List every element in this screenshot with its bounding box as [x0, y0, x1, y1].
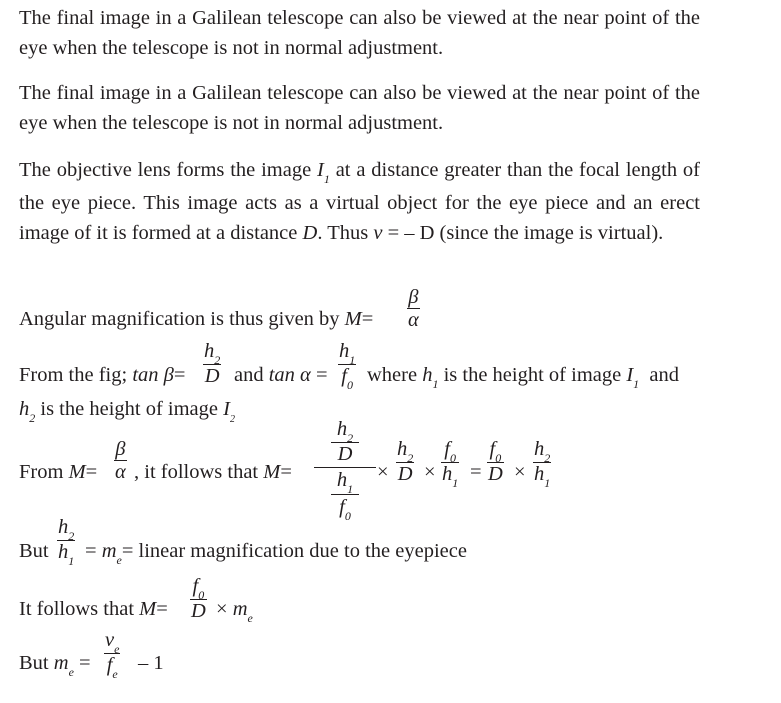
paragraph-3: The objective lens forms the image $I_1$ at a distance greater than the focal length of the eye piece. This image acts as a virtual object for the eye piece and an erect image of it is formed at a distance D. Thus v = – D (since the image is virtual).	[19, 159, 700, 244]
from-M-mid-text: , it follows that M=	[134, 461, 292, 483]
h1-over-f0-fraction: $h_1$ $f_0$	[339, 340, 356, 392]
equals-sign: =	[470, 461, 482, 483]
beta-alpha-fraction-2: β α	[115, 438, 126, 483]
fig-line-lead: From the fig; tan β=	[19, 364, 186, 386]
h2-over-h1-fraction-2: $h_2$ $h_1$	[58, 516, 75, 568]
paragraph-2: The final image in a Galilean telescope can also be viewed at the near point of the eye when the telescope is not in normal adjustment.	[19, 82, 700, 134]
h2-definition-line: $h_2$ is the height of image $I_2$	[19, 398, 235, 425]
h2-over-D-fraction: $h_2$ D	[204, 340, 221, 387]
angular-magnification-text: Angular magnification is thus given by M=	[19, 308, 374, 330]
but-lead: But	[19, 540, 49, 562]
times-1: ×	[377, 461, 389, 483]
f0-over-D-fraction-2: $f_0$ D	[191, 575, 206, 622]
it-follows-lead: It follows that M=	[19, 598, 168, 620]
but-me-lead: But $m_e$ =	[19, 652, 91, 679]
f0-over-h1-fraction: $f_0$ $h_1$	[442, 438, 459, 490]
from-M-lead: From M=	[19, 461, 98, 483]
minus-one: – 1	[138, 652, 164, 674]
beta-over-alpha-fraction: β α	[408, 286, 419, 331]
compound-fraction: $h_2$ D $h_1$ $f_0$	[314, 418, 376, 521]
f0-over-D-fraction: $f_0$ D	[488, 438, 503, 485]
h2-over-h1-fraction: $h_2$ $h_1$	[534, 438, 551, 490]
fig-line-where-text: where $h_1$ is the height of image $I_1$ and	[367, 364, 680, 391]
paragraph-1: The final image in a Galilean telescope can also be viewed at the near point of the eye when the telescope is not in normal adjustment.	[19, 7, 700, 59]
linear-magnification-text: = $m_e=$ linear magnification due to the eyepiece	[85, 540, 467, 567]
ve-over-fe-fraction: $v_e$ $f_e$	[105, 629, 120, 681]
fig-line-tan-alpha: and tan α =	[234, 364, 328, 386]
times-2: ×	[424, 461, 436, 483]
h2-over-D-fraction-2: $h_2$ D	[397, 438, 414, 485]
times-3: ×	[514, 461, 526, 483]
times-me: × $m_e$	[216, 598, 253, 625]
